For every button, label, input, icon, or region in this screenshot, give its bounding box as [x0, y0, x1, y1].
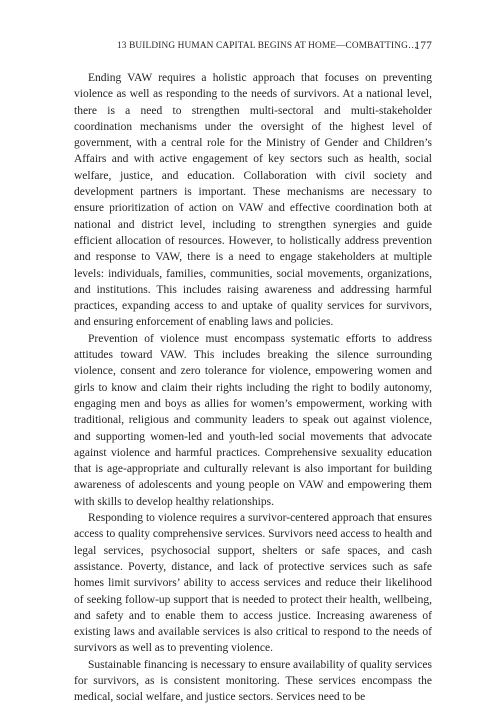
paragraph-financing: Sustainable financing is necessary to ensure availability of quality services for survivors, as is consistent monitoring. These services encompass the medical, social welfare, and justice sectors. Services need to be	[74, 658, 432, 704]
paragraph-response: Responding to violence requires a survivor-centered approach that ensures access to quality comprehensive services. Survivors need access to health and legal services, psychosocial support, shelters or safe spaces, and cash assistance. Poverty, distance, and lack of protective services such as safe homes limit survivors’ ability to access services and reduce their likelihood of seeking follow-up support that is needed to protect their health, wellbeing, and safety and to enable them to access justice. Increasing awareness of existing laws and available services is also critical to respond to the needs of survivors as well as to preventing violence.	[74, 512, 432, 655]
chapter-heading: 13 BUILDING HUMAN CAPITAL BEGINS AT HOME—COMBATTING…	[117, 41, 418, 51]
page-number: 177	[414, 40, 432, 52]
paragraph-holistic-approach: Ending VAW requires a holistic approach that focuses on preventing violence as well as responding to the needs of survivors. At a national level, there is a need to strengthen multi-sectoral and multi-stakeholder coordination mechanisms under the oversight of the highest level of government, with a central role for the Ministry of Gender and Children’s Affairs and with active engagement of key sectors such as health, social welfare, justice, and education. Collaboration with civil society and development partners is important. These mechanisms are necessary to ensure prioritization of action on VAW and effective coordination both at national and district level, including to strengthen synergies and guide efficient allocation of resources. However, to holistically address prevention and response to VAW, there is a need to engage stakeholders at multiple levels: individuals, families, communities, social movements, organizations, and institutions. This includes raising awareness and addressing harmful practices, expanding access to and uptake of quality services for survivors, and ensuring enforcement of enabling laws and policies.	[74, 72, 432, 329]
body-text	[74, 70, 432, 706]
paragraph-prevention: Prevention of violence must encompass systematic efforts to address attitudes toward VAW. This includes breaking the silence surrounding violence, consent and zero tolerance for violence, empowering women and girls to know and claim their rights including the right to bodily autonomy, engaging men and boys as allies for women’s empowerment, working with traditional, religious and community leaders to speak out against violence, and supporting women-led and youth-led social movements that advocate against violence and harmful practices. Comprehensive sexuality education that is age-appropriate and culturally relevant is also important for building awareness of adolescents and young people on VAW and empowering them with skills to develop healthy relationships.	[74, 332, 432, 508]
running-head	[74, 38, 432, 54]
